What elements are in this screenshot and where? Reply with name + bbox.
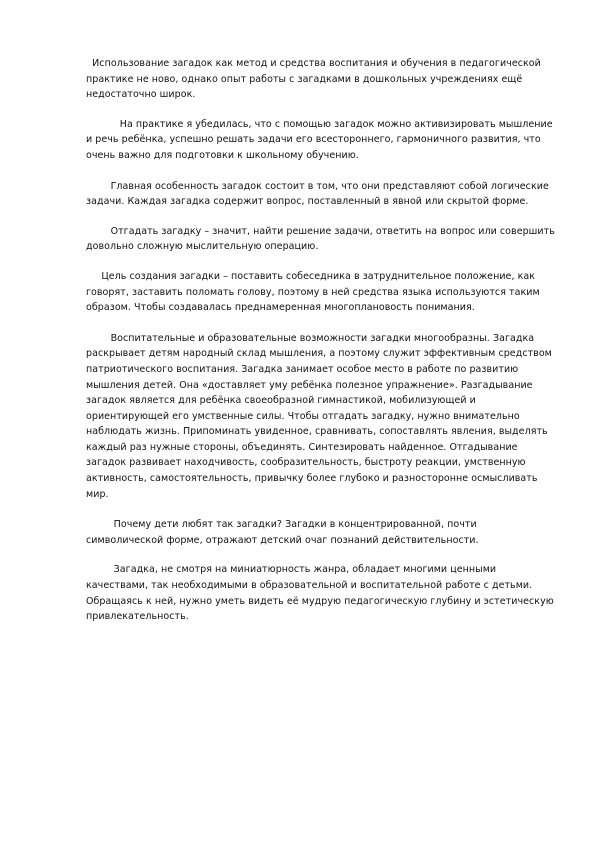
paragraph-5: Цель создания загадки – поставить собеседника в затруднительное положение, как говорят, заставить поломать голову, поэтому в ней средства языка используются таким образом. Чтобы создавалась преднамеренная многоплановость понимания. xyxy=(86,270,543,314)
paragraph-6: Воспитательные и образовательные возможности загадки многообразны. Загадка раскрывает детям народный склад мышления, а поэтому служит эффективным средством патриотического воспитания. Загадка занимает особое место в работе по развитию мышления детей. Она «доставляет уму ребёнка полезное упражнение». Разгадывание загадок является для ребёнка своеобразной гимнастикой, мобилизующей и ориентирующей его умственные силы. Чтобы отгадать загадку, нужно внимательно наблюдать жизнь. Припоминать увиденное, сравнивать, сопоставлять явления, выделять каждый раз нужные стороны, объединять. Синтезировать найденное. Отгадывание загадок развивает находчивость, сообразительность, быстроту реакции, умственную активность, самостоятельность, привычку более глубоко и разносторонне осмысливать мир. xyxy=(86,332,555,500)
paragraph-1: Использование загадок как метод и средства воспитания и обучения в педагогической практике не ново, однако опыт работы с загадками в дошкольных учреждениях ещё недостаточно широк. xyxy=(86,58,544,101)
paragraph-3: Главная особенность загадок состоит в том, что они представляют собой логические задачи. Каждая загадка содержит вопрос, поставленный в явной или скрытой форме. xyxy=(86,180,552,208)
paragraph-4: Отгадать загадку – значит, найти решение задачи, ответить на вопрос или совершить довольно сложную мыслительную операцию. xyxy=(86,225,558,253)
paragraph-7: Почему дети любят так загадки? Загадки в концентрированной, почти символической форме, отражают детский очаг познаний действительности. xyxy=(86,519,480,546)
document-body xyxy=(86,56,556,625)
paragraph-8: Загадка, не смотря на миниатюрность жанра, обладает многими ценными качествами, так необходимыми в образовательной и воспитательной работе с детьми. Обращаясь к ней, нужно уметь видеть её мудрую педагогическую глубину и эстетическую привлекательность. xyxy=(86,564,557,623)
paragraph-2: На практике я убедилась, что с помощью загадок можно активизировать мышление и речь ребёнка, успешно решать задачи его всестороннего, гармоничного развития, что очень важно для подготовки к школьному обучению. xyxy=(86,118,556,161)
